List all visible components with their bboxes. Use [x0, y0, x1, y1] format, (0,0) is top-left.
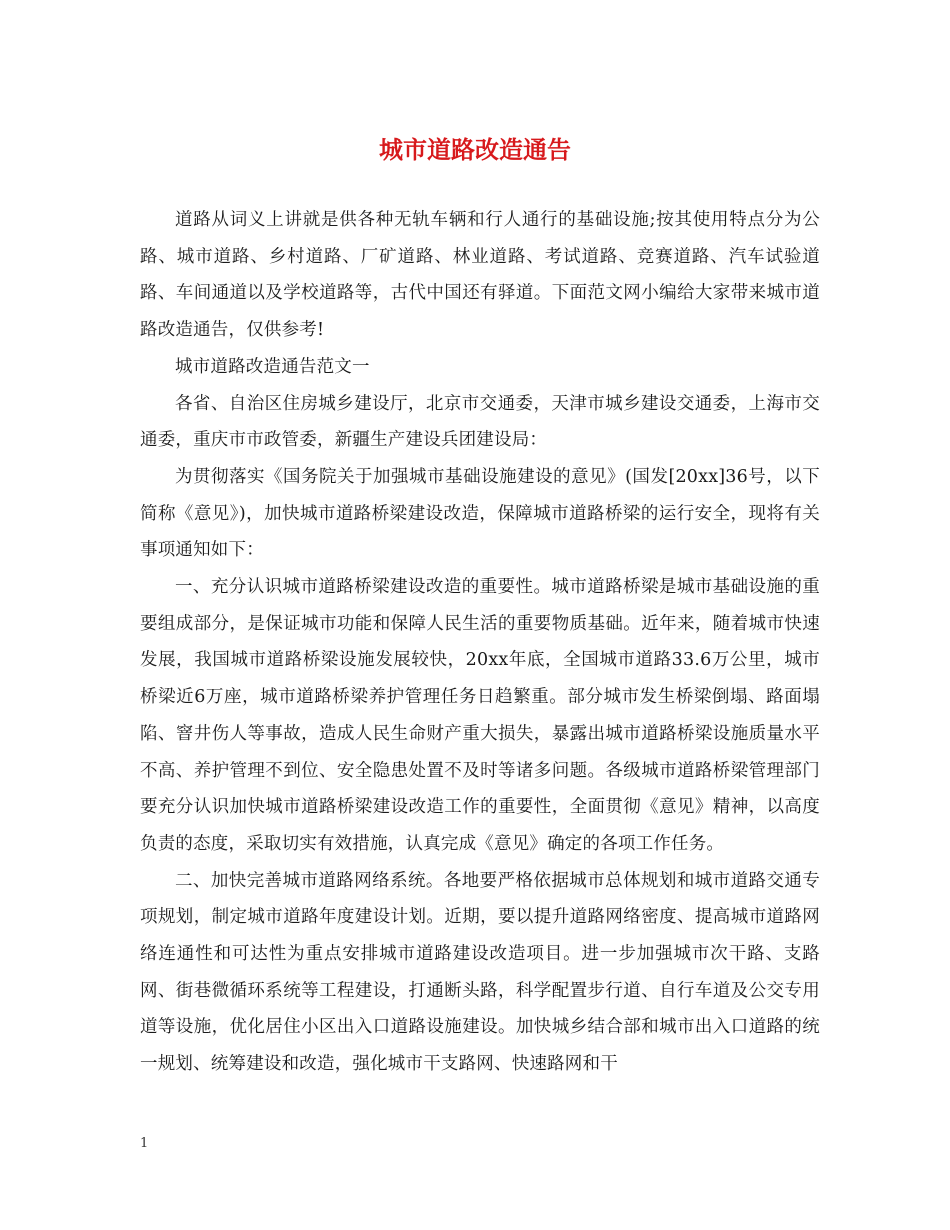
- paragraph-addressees: 各省、自治区住房城乡建设厅，北京市交通委，天津市城乡建设交通委，上海市交通委，重庆市市政管委，新疆生产建设兵团建设局：: [140, 393, 820, 451]
- paragraph-sample-heading: 城市道路改造通告范文一: [175, 356, 370, 377]
- document-body: [140, 202, 820, 1083]
- document-title: 城市道路改造通告: [379, 135, 571, 164]
- paragraph-purpose: 为贯彻落实《国务院关于加强城市基础设施建设的意见》(国发[20xx]36号，以下简称《意见》)，加快城市道路桥梁建设改造，保障城市道路桥梁的运行安全，现将有关事项通知如下：: [140, 466, 820, 561]
- paragraph-section-two: 二、加快完善城市道路网络系统。各地要严格依据城市总体规划和城市道路交通专项规划，制定城市道路年度建设计划。近期，要以提升道路网络密度、提高城市道路网络连通性和可达性为重点安排城市道路建设改造项目。进一步加强城市次干路、支路网、街巷微循环系统等工程建设，打通断头路，科学配置步行道、自行车道及公交专用道等设施，优化居住小区出入口道路设施建设。加快城乡结合部和城市出入口道路的统一规划、统筹建设和改造，强化城市干支路网、快速路网和干: [140, 870, 820, 1075]
- paragraph-section-one: 一、充分认识城市道路桥梁建设改造的重要性。城市道路桥梁是城市基础设施的重要组成部分，是保证城市功能和保障人民生活的重要物质基础。近年来，随着城市快速发展，我国城市道路桥梁设施发展较快，20xx年底，全国城市道路33.6万公里，城市桥梁近6万座，城市道路桥梁养护管理任务日趋繁重。部分城市发生桥梁倒塌、路面塌陷、窨井伤人等事故，造成人民生命财产重大损失，暴露出城市道路桥梁设施质量水平不高、养护管理不到位、安全隐患处置不及时等诸多问题。各级城市道路桥梁管理部门要充分认识加快城市道路桥梁建设改造工作的重要性，全面贯彻《意见》精神，以高度负责的态度，采取切实有效措施，认真完成《意见》确定的各项工作任务。: [140, 577, 820, 854]
- page-number: 1: [140, 1136, 149, 1151]
- paragraph-intro: 道路从词义上讲就是供各种无轨车辆和行人通行的基础设施;按其使用特点分为公路、城市道路、乡村道路、厂矿道路、林业道路、考试道路、竞赛道路、汽车试验道路、车间通道以及学校道路等，古代中国还有驿道。下面范文网小编给大家带来城市道路改造通告，仅供参考!: [140, 210, 820, 341]
